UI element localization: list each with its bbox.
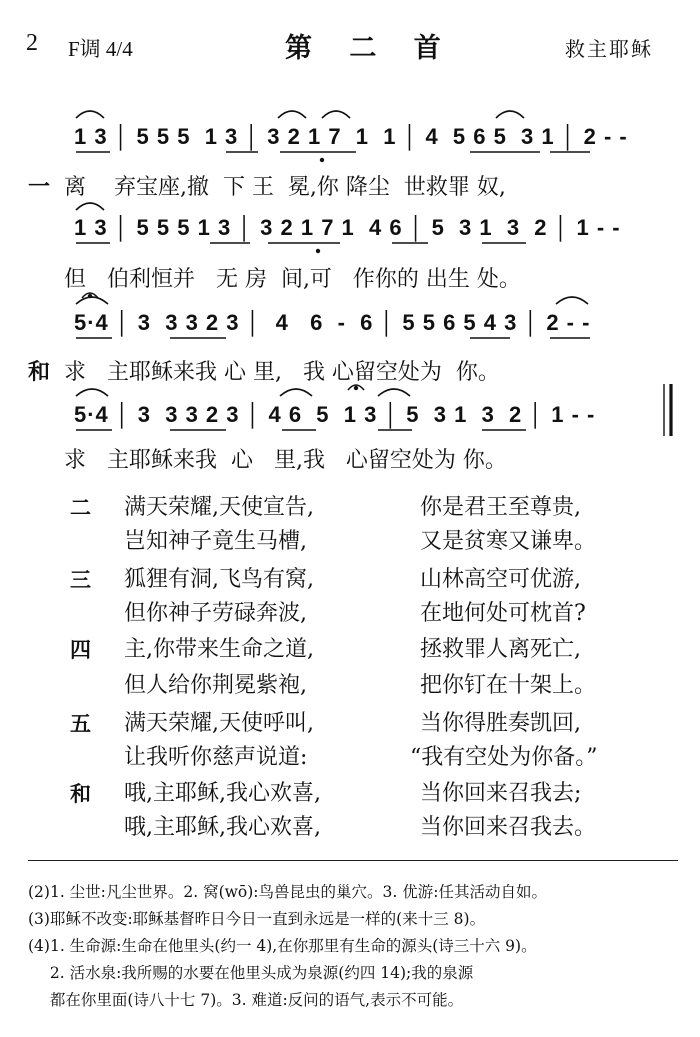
slur-mark: [76, 111, 104, 118]
score-row-3-lyrics: 求 主耶稣来我 心 里, 我 心留空处为 你。: [64, 360, 500, 385]
verse-4-line-2-right: 把你钉在十架上。: [420, 673, 597, 698]
verse-5-line-2-left: 让我听你慈声说道:: [124, 745, 308, 770]
score-row-3-notes: 5·4 │ 3 3 3 2 3 │ 4 6 - 6 │ 5 5 6 5 4 3 │ 2 - -: [74, 310, 591, 335]
key-signature: F调 4/4: [68, 37, 133, 61]
score-row-1-lyrics: 离 弃宝座,撤 下 王 冕,你 降尘 世救罪 奴,: [64, 175, 506, 200]
verse-4-line-1-left: 主,你带来生命之道,: [124, 637, 314, 662]
hymn-number: 2: [26, 30, 38, 56]
chorus-line-2-left: 哦,主耶稣,我心欢喜,: [124, 815, 321, 840]
fermata-dot: [354, 386, 358, 390]
slur-mark: [378, 389, 410, 396]
chorus-line-1-left: 哦,主耶稣,我心欢喜,: [124, 781, 321, 806]
slur-mark: [280, 389, 312, 396]
score-row-4-lyrics: 求 主耶稣来我 心 里,我 心留空处为 你。: [64, 448, 507, 473]
slur-mark: [278, 111, 306, 118]
footnote-4-cont-2: 都在你里面(诗八十七 7)。3. 难道:反问的语气,表示不可能。: [40, 991, 464, 1009]
slur-mark: [322, 111, 350, 118]
verse-2-line-2-left: 岂知神子竟生马槽,: [124, 529, 307, 554]
score-row-4-notes: 5·4 │ 3 3 3 2 3 │ 4 6 5 1 3 │ 5 3 1 3 2 │ 1 - -: [74, 402, 596, 427]
chorus-label: 和: [70, 782, 91, 806]
verse-label-2: 二: [70, 496, 91, 520]
score-row-2-lyrics: 但 伯利恒并 无 房 间,可 作你的 出生 处。: [64, 267, 521, 292]
fermata-dot: [88, 294, 92, 298]
verse-5-line-1-left: 满天荣耀,天使呼叫,: [124, 711, 314, 736]
score-row-2-notes: 1 3 │ 5 5 5 1 3 │ 3 2 1 7 1 4 6 │ 5 3 1 3 2 │ 1 - -: [74, 215, 621, 240]
footnote-4-cont-1: 2. 活水泉:我所赐的水要在他里头成为泉源(约四 14);我的泉源: [40, 964, 474, 982]
chorus-line-2-right: 当你回来召我去。: [420, 815, 597, 840]
octave-dot: [316, 249, 320, 253]
score-row-1-lyric-mark: 一: [28, 175, 51, 200]
slur-mark: [76, 389, 108, 396]
chorus-line-1-right: 当你回来召我去;: [420, 781, 582, 806]
verse-3-line-1-right: 山林高空可优游,: [420, 567, 581, 592]
slur-mark: [556, 297, 588, 304]
slur-mark: [76, 297, 108, 304]
verse-label-5: 五: [70, 712, 91, 736]
footnote-divider: [28, 860, 678, 861]
footnote-4: (4)1. 生命源:生命在他里头(约一 4),在你那里有生命的源头(诗三十六 9)。: [28, 937, 537, 955]
song-credit: 救主耶稣: [565, 37, 653, 61]
verse-4-line-1-right: 拯救罪人离死亡,: [420, 637, 581, 662]
score-row-1-notes: 1 3 │ 5 5 5 1 3 │ 3 2 1 7 1 1 │ 4 5 6 5 3 1 │ 2 - -: [74, 124, 628, 149]
slur-mark: [496, 111, 524, 118]
octave-dot: [320, 158, 324, 162]
verse-2-line-1-left: 满天荣耀,天使宣告,: [124, 495, 314, 520]
footnote-3: (3)耶稣不改变:耶稣基督昨日今日一直到永远是一样的(来十三 8)。: [28, 910, 486, 928]
page-title: 第 二 首: [285, 33, 455, 64]
verse-3-line-1-left: 狐狸有洞,飞鸟有窝,: [124, 567, 314, 592]
verse-2-line-1-right: 你是君王至尊贵,: [420, 495, 581, 520]
verse-2-line-2-right: 又是贫寒又谦卑。: [420, 529, 597, 554]
verse-3-line-2-left: 但你神子劳碌奔波,: [124, 601, 307, 626]
footnote-2: (2)1. 尘世:凡尘世界。2. 窝(wō):鸟兽昆虫的巢穴。3. 优游:任其活动自如。: [28, 883, 547, 901]
verse-5-line-2-right: “我有空处为你备。”: [410, 745, 598, 770]
fermata-mark: [82, 293, 98, 298]
verse-3-line-2-right: 在地何处可枕首?: [420, 601, 586, 626]
verse-4-line-2-left: 但人给你荆冕紫袍,: [124, 673, 307, 698]
slur-mark: [76, 203, 104, 210]
verse-5-line-1-right: 当你得胜奏凯回,: [420, 711, 581, 736]
verse-label-4: 四: [70, 638, 91, 662]
score-row-3-lyric-mark: 和: [28, 360, 51, 385]
verse-label-3: 三: [70, 568, 91, 592]
